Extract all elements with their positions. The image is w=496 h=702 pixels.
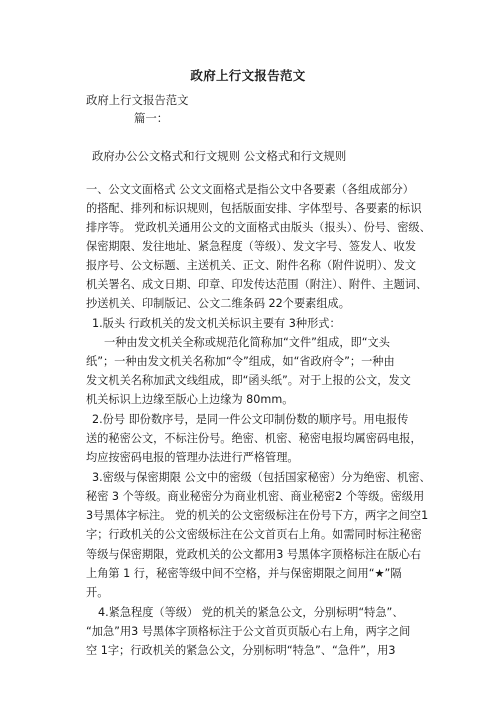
body-line: 1.版头 行政机关的发文机关标识主要有 3种形式： [92,317,341,330]
body-line: 的搭配、排列和标识规则，包括版面安排、字体型号、各要素的标识 [86,202,422,215]
body-line: 保密期限、发往地址、紧急程度（等级）、发文字号、签发人、收发 [86,240,417,253]
body-line: 秘密 3 个等级。商业秘密分为商业机密、商业秘密2 个等级。密级用 [86,490,425,503]
body-line: 机关标识上边缘至版心上边缘为 80mm。 [86,393,294,406]
section-label: 篇一： [134,111,169,125]
body-line: 送的秘密公文，不标注份号。绝密、机密、秘密电报均属密码电报， [86,432,422,445]
body-line: 2.份号 即份数序号，是同一件公文印制份数的顺序号。用电报传 [92,413,409,426]
body-line: 均应按密码电报的管理办法进行严格管理。 [86,451,299,464]
body-line: 字；行政机关的公文密级标注在公文首页右上角。如需同时标注秘密 [86,528,422,541]
body-line: 纸”；一种由发文机关名称加“令”组成，如“省政府令”；一种由 [86,355,395,368]
body-line: 发文机关名称加武文线组成，即“函头纸”。对于上报的公文，发文 [86,374,411,387]
body-line: “加急”用3 号黑体字顶格标注于公文首页页版心右上角，两字之间 [86,625,411,638]
body-line: 3号黑体字标注。 党的机关的公文密级标注在份号下方，两字之间空1 [86,509,429,522]
document-title: 政府上行文报告范文 [190,68,306,83]
body-line: 3.密级与保密期限 公文中的密级（包括国家秘密）分为绝密、机密、 [92,471,431,484]
body-line: 等级与保密期限，党政机关的公文都用3 号黑体字顶格标注在版心右 [86,548,422,561]
body-line: 一、公文文面格式 公文文面格式是指公文中各要素（各组成部分） [86,183,414,196]
body-line: 空 1字；行政机关的紧急公文，分别标明“特急”、“急件”，用3 [86,644,396,657]
body-line: 抄送机关、印制版记、公文二维条码 22个要素组成。 [86,297,350,310]
body-line: 开。 [86,586,109,599]
body-line: 一种由发文机关全称或规范化简称加“文件”组成，即“文头 [104,336,390,349]
body-line: 报序号、公文标题、主送机关、正文、附件名称（附件说明）、发文 [86,259,417,272]
body-line: 上角第 1 行，秘密等级中间不空格，并与保密期限之间用“★”隔 [86,567,402,580]
body-line: 机关署名、成文日期、印章、印发传达范围（附注）、附件、主题词、 [86,278,428,291]
body-line: 4.紧急程度（等级） 党的机关的紧急公文，分别标明“特急”、 [98,606,404,619]
section-heading: 政府办公公文格式和行文规则 公文格式和行文规则 [92,149,347,163]
body-line: 排序等。 党政机关通用公文的文面格式由版头（报头）、份号、密级、 [86,221,431,234]
document-subtitle: 政府上行文报告范文 [86,93,189,107]
